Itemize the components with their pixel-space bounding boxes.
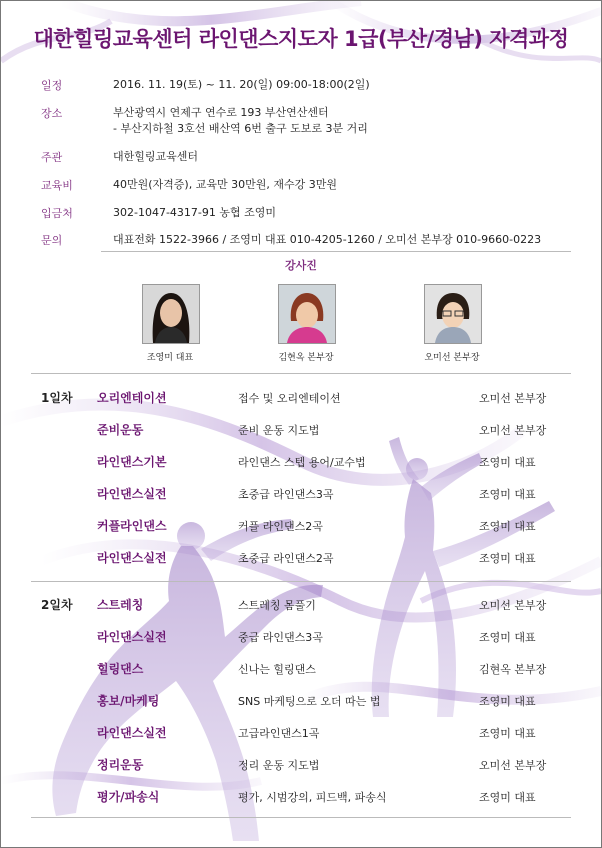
- schedule-row: [1, 517, 601, 539]
- info-value: 대표전화 1522-3966 / 조영미 대표 010-4205-1260 / 오미선 본부장 010-9660-0223: [113, 233, 542, 246]
- session-instructor: 오미선 본부장: [479, 424, 547, 437]
- instructor-photo-2: [278, 284, 336, 344]
- schedule-row: [1, 660, 601, 682]
- info-label: 문의: [41, 234, 63, 247]
- divider: [31, 817, 571, 818]
- session-instructor: 조영미 대표: [479, 695, 536, 708]
- session-title: 힐링댄스: [97, 662, 144, 676]
- session-description: 신나는 힐링댄스: [238, 663, 316, 676]
- session-title: 커플라인댄스: [97, 519, 167, 533]
- info-value: 대한힐링교육센터: [113, 150, 199, 163]
- instructor-caption: 조영미 대표: [146, 353, 194, 363]
- info-label: 장소: [41, 107, 63, 120]
- info-label: 주관: [41, 151, 63, 164]
- day-label-1: 1일차: [41, 391, 73, 405]
- session-description: 준비 운동 지도법: [238, 424, 320, 437]
- instructor-photo-1: [142, 284, 200, 344]
- session-title: 홍보/마케팅: [97, 694, 160, 708]
- session-title: 라인댄스실전: [97, 726, 167, 740]
- session-title: 정리운동: [97, 758, 144, 772]
- session-title: 스트레칭: [97, 598, 144, 612]
- session-description: 초중급 라인댄스3곡: [238, 488, 334, 501]
- instructor-caption: 오미선 본부장: [424, 353, 480, 363]
- session-instructor: 오미선 본부장: [479, 392, 547, 405]
- schedule-row: [1, 756, 601, 778]
- flyer-title: 대한힐링교육센터 라인댄스지도자 1급(부산/경남) 자격과정: [33, 27, 569, 51]
- info-value: 40만원(자격증), 교육만 30만원, 재수강 3만원: [113, 178, 337, 191]
- session-description: 라인댄스 스텝 용어/교수법: [238, 456, 366, 469]
- session-description: 스트레칭 몸풀기: [238, 599, 316, 612]
- day-label-2: 2일차: [41, 598, 73, 612]
- instructors-heading: 강사진: [285, 259, 317, 272]
- instructor-photo-3: [424, 284, 482, 344]
- session-description: 커플 라인댄스2곡: [238, 520, 323, 533]
- info-label: 교육비: [41, 179, 73, 192]
- session-title: 준비운동: [97, 423, 144, 437]
- session-instructor: 오미선 본부장: [479, 599, 547, 612]
- info-value: 2016. 11. 19(토) ~ 11. 20(일) 09:00-18:00(2일): [113, 78, 370, 91]
- schedule-row: [1, 549, 601, 571]
- schedule-row: [1, 724, 601, 746]
- session-instructor: 조영미 대표: [479, 520, 536, 533]
- session-instructor: 조영미 대표: [479, 488, 536, 501]
- session-description: 정리 운동 지도법: [238, 759, 320, 772]
- session-instructor: 조영미 대표: [479, 456, 536, 469]
- session-title: 라인댄스실전: [97, 551, 167, 565]
- schedule-row: [1, 421, 601, 443]
- instructor-caption: 김현옥 본부장: [278, 353, 334, 363]
- session-instructor: 김현옥 본부장: [479, 663, 547, 676]
- session-instructor: 조영미 대표: [479, 631, 536, 644]
- session-title: 라인댄스실전: [97, 630, 167, 644]
- session-title: 평가/파송식: [97, 790, 160, 804]
- info-value: 부산광역시 연제구 연수로 193 부산연산센터 - 부산지하철 3호선 배산역 6번 출구 도보로 3분 거리: [113, 106, 368, 135]
- session-description: 평가, 시범강의, 피드백, 파송식: [238, 791, 387, 804]
- session-description: 중급 라인댄스3곡: [238, 631, 323, 644]
- session-instructor: 조영미 대표: [479, 791, 536, 804]
- session-instructor: 오미선 본부장: [479, 759, 547, 772]
- info-label: 입금처: [41, 207, 73, 220]
- schedule-row: [1, 596, 601, 618]
- session-description: 접수 및 오리엔테이션: [238, 392, 341, 405]
- divider: [31, 581, 571, 582]
- session-title: 라인댄스실전: [97, 487, 167, 501]
- schedule-row: [1, 485, 601, 507]
- session-description: 초중급 라인댄스2곡: [238, 552, 334, 565]
- schedule-row: [1, 628, 601, 650]
- session-instructor: 조영미 대표: [479, 552, 536, 565]
- session-description: 고급라인댄스1곡: [238, 727, 320, 740]
- schedule-row: [1, 453, 601, 475]
- info-value: 302-1047-4317-91 농협 조영미: [113, 206, 277, 219]
- session-instructor: 조영미 대표: [479, 727, 536, 740]
- schedule-row: [1, 389, 601, 411]
- session-title: 오리엔테이션: [97, 391, 167, 405]
- divider: [31, 373, 571, 374]
- info-label: 일정: [41, 79, 63, 92]
- session-title: 라인댄스기본: [97, 455, 167, 469]
- divider: [101, 251, 571, 252]
- session-description: SNS 마케팅으로 오더 따는 법: [238, 695, 381, 708]
- schedule-row: [1, 788, 601, 810]
- schedule-row: [1, 692, 601, 714]
